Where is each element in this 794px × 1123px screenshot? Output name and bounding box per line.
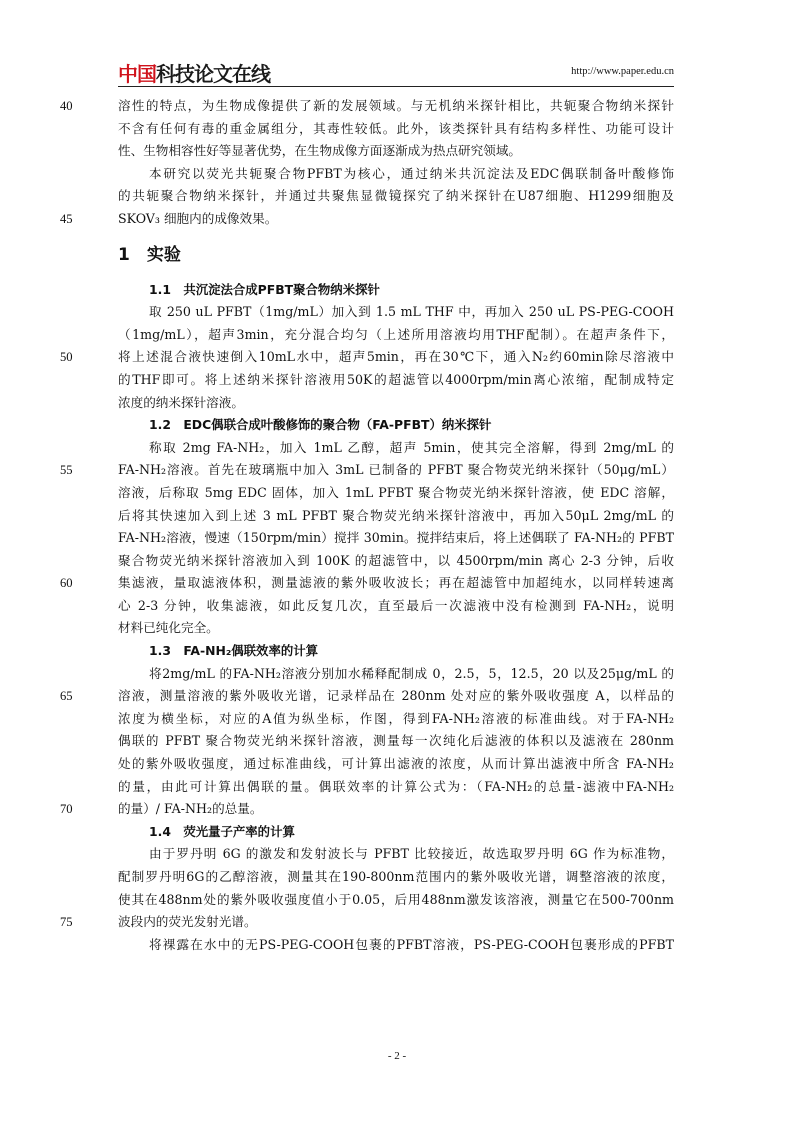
text-line xyxy=(118,776,674,799)
line-text: SKOV₃ 细胞内的成像效果。 xyxy=(118,210,278,226)
line-text: 聚合物荧光纳米探针溶液加入到 100K 的超滤管中，以 4500rpm/min 离心 2-3 分钟，后收 xyxy=(118,552,674,568)
line-text: 1.2 EDC偶联合成叶酸修饰的聚合物（FA-PFBT）纳米探针 xyxy=(149,417,492,433)
text-line xyxy=(118,753,674,776)
line-text: 浓度的纳米探针溶液。 xyxy=(118,394,244,410)
text-line xyxy=(118,527,674,550)
text-line xyxy=(118,185,674,208)
text-line xyxy=(118,866,674,889)
text-line xyxy=(118,934,674,957)
line-text: 使其在488nm处的紫外吸收强度值小于0.05，后用488nm激发该溶液，测量它在500-700nm xyxy=(118,891,674,907)
page-number: - 2 - xyxy=(387,1050,407,1062)
line-text: 的THF即可。将上述纳米探针溶液用50K的超滤管以4000rpm/min离心浓缩，配制成特定 xyxy=(118,371,674,387)
line-text: 将裸露在水中的无PS-PEG-COOH包裹的PFBT溶液，PS-PEG-COOH包裹形成的PFBT xyxy=(149,936,674,952)
line-number: 70 xyxy=(60,802,73,817)
text-line xyxy=(60,798,674,821)
text-line xyxy=(118,392,674,415)
line-text: 处的紫外吸收强度，通过标准曲线，可计算出滤液的浓度，从而计算出滤液中所含 FA-NH₂ xyxy=(118,756,674,772)
text-line xyxy=(118,437,674,460)
line-number: 75 xyxy=(60,915,73,930)
line-text: FA-NH₂溶液。首先在玻璃瓶中加入 3mL 已制备的 PFBT 聚合物荧光纳米探针（50μg/mL） xyxy=(118,462,674,478)
line-text: 后将其快速加入到上述 3 mL PFBT 聚合物荧光纳米探针溶液中，再加入50μL 2mg/mL 的 xyxy=(118,507,674,523)
line-text: 1.1 共沉淀法合成PFBT聚合物纳米探针 xyxy=(149,281,380,297)
section-heading xyxy=(118,231,674,279)
text-line xyxy=(118,482,674,505)
text-line xyxy=(118,369,674,392)
paper-body xyxy=(60,95,674,956)
line-text: 的量，由此可计算出偶联的量。偶联效率的计算公式为：（FA-NH₂的总量-滤液中FA-NH₂ xyxy=(118,778,674,794)
line-text: 溶液，后称取 5mg EDC 固体，加入 1mL PFBT 聚合物荧光纳米探针溶液，使 EDC 溶解， xyxy=(118,484,674,500)
line-number: 50 xyxy=(60,350,73,365)
subsection-heading xyxy=(118,640,674,663)
line-text: 将上述混合液快速倒入10mL水中，超声5min，再在30℃下，通入N₂约60min除尽溶液中 xyxy=(118,349,674,365)
text-line xyxy=(118,663,674,686)
text-line xyxy=(118,301,674,324)
line-text: 波段内的荧光发射光谱。 xyxy=(118,914,257,930)
text-line xyxy=(60,95,674,118)
text-line xyxy=(118,140,674,163)
text-line xyxy=(60,346,674,369)
line-number: 65 xyxy=(60,689,73,704)
line-number: 40 xyxy=(60,99,73,113)
text-line xyxy=(118,617,674,640)
line-number: 45 xyxy=(60,211,73,226)
text-line xyxy=(118,550,674,573)
text-line xyxy=(118,324,674,347)
journal-logo xyxy=(118,58,270,87)
text-line xyxy=(118,163,674,186)
logo-dark-text: 科技论文在线 xyxy=(156,62,270,86)
line-text: 材料已纯化完全。 xyxy=(118,620,219,636)
line-text: 1 实验 xyxy=(118,244,181,265)
line-text: 溶液，测量溶液的紫外吸收光谱，记录样品在 280nm 处对应的紫外吸收强度 A，以样品的 xyxy=(118,688,674,704)
text-line xyxy=(118,118,674,141)
line-text: 溶性的特点，为生物成像提供了新的发展领域。与无机纳米探针相比，共轭聚合物纳米探针 xyxy=(118,98,674,113)
text-line xyxy=(60,572,674,595)
text-line xyxy=(60,911,674,934)
line-text: 心 2-3 分钟，收集滤液，如此反复几次，直至最后一次滤液中没有检测到 FA-NH₂，说明 xyxy=(118,597,674,613)
line-text: 1.3 FA-NH₂偶联效率的计算 xyxy=(149,643,319,659)
line-text: 不含有任何有毒的重金属组分，其毒性较低。此外，该类探针具有结构多样性、功能可设计 xyxy=(118,120,674,136)
text-line xyxy=(118,843,674,866)
line-text: 配制罗丹明6G的乙醇溶液，测量其在190-800nm范围内的紫外吸收光谱，调整溶液的浓度， xyxy=(118,869,674,884)
header-rule xyxy=(118,86,674,87)
line-text: 性、生物相容性好等显著优势，在生物成像方面逐渐成为热点研究领域。 xyxy=(118,143,521,159)
line-text: 将2mg/mL 的FA-NH₂溶液分别加水稀释配制成 0，2.5，5，12.5，20 以及25μg/mL 的 xyxy=(149,665,674,681)
text-line xyxy=(118,505,674,528)
line-text: 取 250 uL PFBT（1mg/mL）加入到 1.5 mL THF 中，再加入 250 uL PS-PEG-COOH xyxy=(149,304,674,320)
line-text: 的共轭聚合物纳米探针，并通过共聚焦显微镜探究了纳米探针在U87细胞、H1299细胞及 xyxy=(118,188,674,204)
text-line xyxy=(118,708,674,731)
line-number: 60 xyxy=(60,576,73,591)
text-line xyxy=(60,459,674,482)
text-line xyxy=(60,208,674,231)
line-text: 本研究以荧光共轭聚合物PFBT为核心，通过纳米共沉淀法及EDC偶联制备叶酸修饰 xyxy=(149,165,674,181)
line-text: 的量）/ FA-NH₂的总量。 xyxy=(118,801,263,817)
line-text: 称取 2mg FA-NH₂，加入 1mL 乙醇，超声 5min，使其完全溶解，得到 2mg/mL 的 xyxy=(149,439,674,455)
line-text: 由于罗丹明 6G 的激发和发射波长与 PFBT 比较接近，故选取罗丹明 6G 作为标准物， xyxy=(149,846,674,862)
text-line xyxy=(118,889,674,912)
line-text: 1.4 荧光量子产率的计算 xyxy=(149,823,295,839)
line-text: FA-NH₂溶液，慢速（150rpm/min）搅拌 30min。搅拌结束后，将上述偶联了 FA-NH₂的 PFBT xyxy=(118,530,674,546)
subsection-heading xyxy=(118,414,674,437)
line-text: （1mg/mL），超声3min，充分混合均匀（上述所用溶液均用THF配制）。在超声条件下， xyxy=(118,326,674,342)
line-number: 55 xyxy=(60,463,73,478)
header-url: http://www.paper.edu.cn xyxy=(571,66,674,77)
page-header xyxy=(118,58,674,84)
logo-red-text: 中国 xyxy=(118,62,156,86)
text-line xyxy=(60,685,674,708)
subsection-heading xyxy=(118,279,674,302)
text-line xyxy=(118,730,674,753)
line-text: 偶联的 PFBT 聚合物荧光纳米探针溶液，测量每一次纯化后滤液的体积以及滤液在 280nm xyxy=(118,733,674,749)
line-text: 集滤液，量取滤液体积，测量滤液的紫外吸收波长；再在超滤管中加超纯水，以同样转速离 xyxy=(118,575,674,591)
line-text: 浓度为横坐标，对应的A值为纵坐标，作图，得到FA-NH₂溶液的标准曲线。对于FA-NH₂ xyxy=(118,710,674,726)
text-line xyxy=(118,595,674,618)
subsection-heading xyxy=(118,821,674,844)
